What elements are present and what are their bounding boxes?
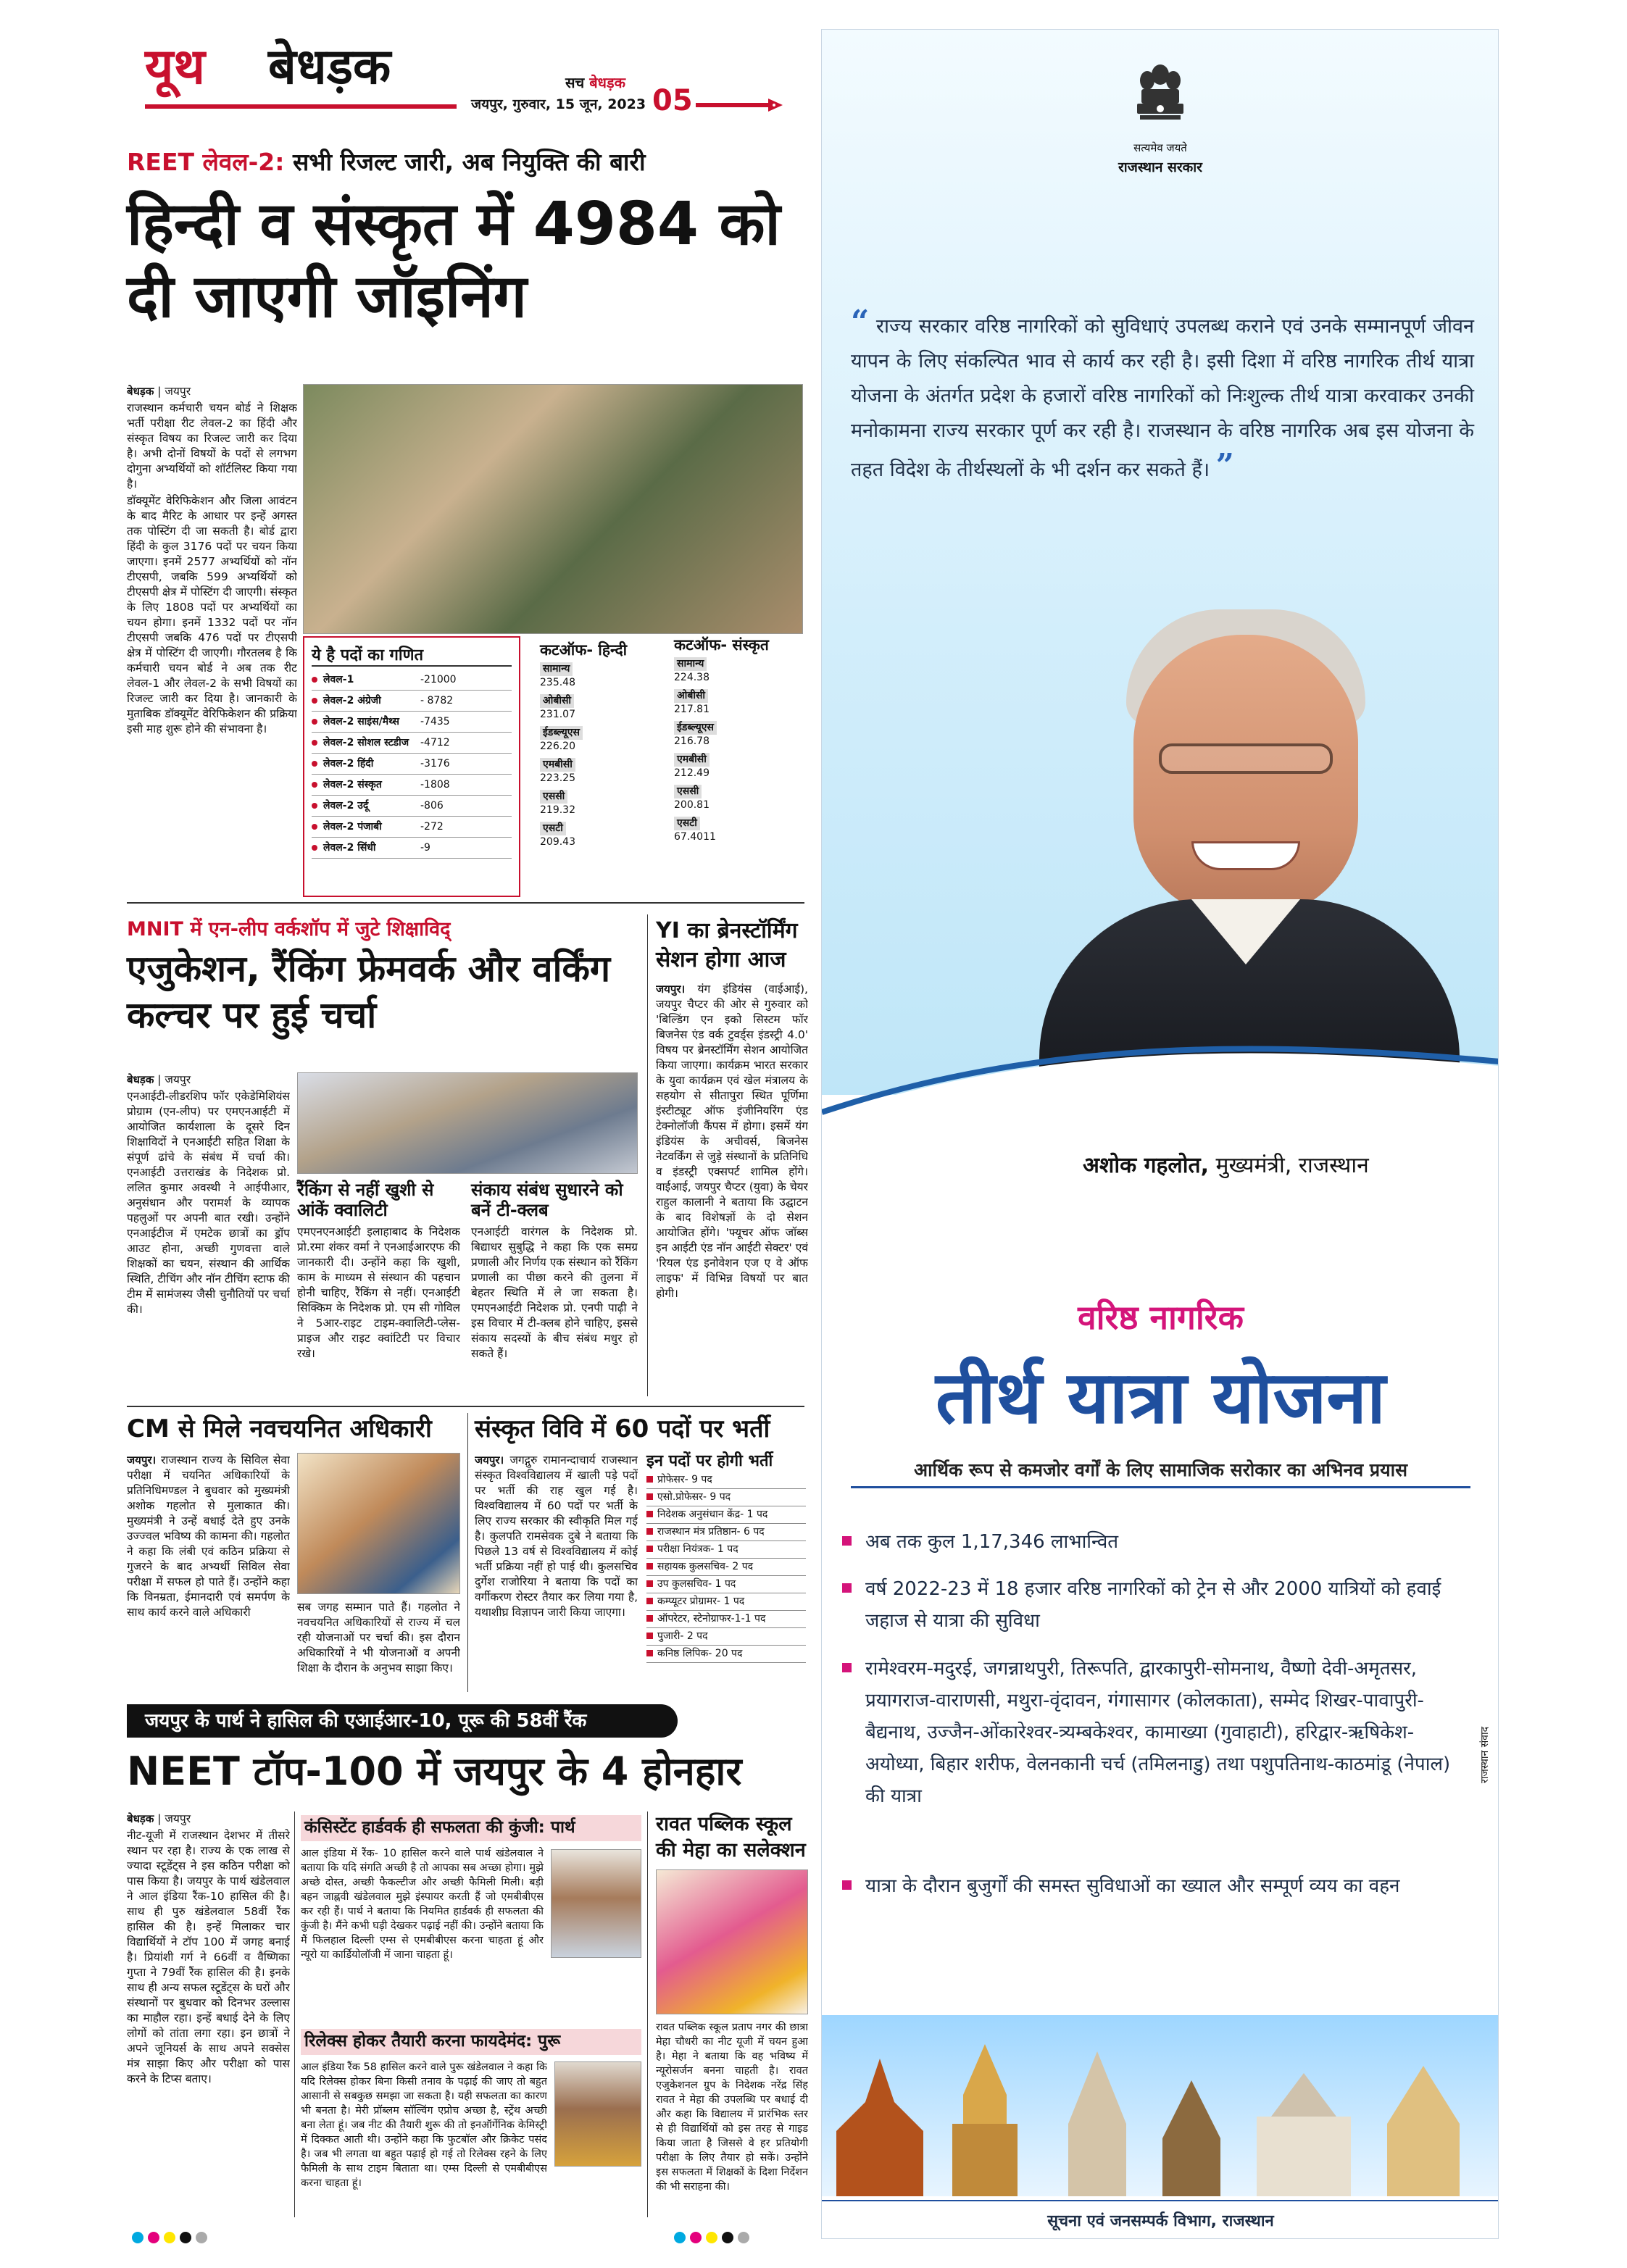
post-value: -806 (420, 800, 444, 812)
cutoff-label: ईडब्ल्यूएस (674, 721, 717, 735)
list-item-text: कम्प्यूटर प्रोग्रामर- 1 पद (657, 1596, 745, 1607)
cutoff-label: एमबीसी (540, 758, 575, 772)
mnit-headline: एजुकेशन, रैंकिंग फ्रेमवर्क और वर्किंग कल्चर पर हुई चर्चा (127, 948, 611, 1036)
post-value: -21000 (420, 674, 457, 685)
cutoff-value: 209.43 (540, 836, 575, 848)
post-name: लेवल-2 उर्दू (323, 800, 369, 812)
yi-body (656, 982, 808, 1398)
government-advertisement (821, 29, 1499, 2239)
cutoff-value: 217.81 (674, 704, 710, 715)
cm-city: जयपुर। (127, 1454, 157, 1467)
cutoff-value: 231.07 (540, 709, 575, 720)
list-item (646, 1559, 806, 1576)
cutoff-value: 219.32 (540, 804, 575, 816)
ashoka-emblem-icon (1131, 59, 1189, 138)
mnit-city: जयपुर (165, 1073, 191, 1086)
table-row (312, 775, 512, 796)
issue-date: जयपुर, गुरुवार, 15 जून, 2023 (471, 96, 646, 112)
yi-city: जयपुर। (656, 983, 686, 996)
post-name: लेवल-2 पंजाबी (323, 821, 382, 833)
neet-kicker: जयपुर के पार्थ ने हासिल की एआईआर-10, पूरू की 58वीं रैंक (145, 1710, 587, 1732)
cm-name-line (1083, 1149, 1369, 1179)
list-item-text: सहायक कुलसचिव- 2 पद (657, 1561, 754, 1572)
mnit-kicker: MNIT में एन-लीप वर्कशॉप में जुटे शिक्षाविद् (127, 918, 451, 941)
neet-puru-body: आल इंडिया रैंक 58 हासिल करने वाले पुरू खंडेलवाल ने कहा कि यदि रिलेक्स होकर बिना किसी तनाव के पढ़ाई की जाए तो बहुत आसानी से सबकुछ समझा जा सकता है। यही सफलता का कारण भी बनता है। मेरी प्रॉब्लम सॉल्विंग एप्रोच अच्छा है, स्ट्रेंथ अच्छी बना लेता हूं। जब नीट की तैयारी शुरू की तो इनऑर्गेनिक केमिस्ट्री में दिक्कत आती थी। उन्होंने कहा कि फुटबॉल और क्रिकेट पसंद है। जब भी लगता था बहुत पढ़ाई हो गई तो रिलेक्स रहने के लिए फैमिली के साथ टाइम बिताता था। एम्स दिल्ली से एमबीबीएस करना चाहता हूं। (301, 2061, 547, 2189)
column-divider (647, 914, 648, 1396)
yi-para: यंग इंडियंस (वाईआई), जयपुर चैप्टर की ओर से गुरुवार को 'बिल्डिंग एन इको सिस्टम फॉर बिजनेस एंड वर्क टुवर्ड्स इंडस्ट्री 4.0' विषय पर ब्रेनस्टॉर्मिंग सेशन आयोजित किया जाएगा। कार्यक्रम भारत सरकार के युवा कार्यक्रम एवं खेल मंत्रालय के सहयोग से सीतापुरा स्थित पूर्णिमा इंस्टीट्यूट ऑफ इंजीनियरिंग एंड टेक्नोलॉजी कैंपस में होगा। इसमें यंग इंडियंस के अचीवर्स, बिजनेस नेटवर्किंग से जुड़े संस्थानों के प्रतिनिधि व इंडस्ट्री एक्सपर्ट शामिल होंगे। वाईआई, जयपुर चैप्टर (युवा) के चेयर राहुल कालानी ने बताया कि उद्घाटन के बाद विशेषज्ञों के दो सेशन आयोजित होंगे। 'फ्यूचर ऑफ जॉब्स इन आईटी एंड नॉन आईटी सेक्टर' एवं 'रियल एंड इनोवेशन एज ए वे ऑफ लाइफ' में विभिन्न विषयों पर बात होगी। (656, 983, 808, 1300)
column-divider (467, 1413, 468, 1692)
reet-para-1: राजस्थान कर्मचारी चयन बोर्ड ने शिक्षक भर्ती परीक्षा रीट लेवल-2 का हिंदी और संस्कृत विषय का रिजल्ट जारी कर दिया है। अभी दोनों विषयों के पदों से लगभग दोगुना अभ्यर्थियों को शॉर्टलिस्ट किया गया है। (127, 401, 297, 491)
reet-dateline: बेधड़क (127, 385, 154, 398)
table-row (312, 754, 512, 775)
reet-city: जयपुर (165, 385, 191, 398)
list-item (646, 1611, 806, 1628)
neet-headline: NEET टॉप-100 में जयपुर के 4 होनहार (127, 1748, 742, 1794)
list-item-text: एसो.प्रोफेसर- 9 पद (657, 1491, 731, 1503)
tagline-sach: सच (565, 74, 585, 91)
posts-box-title: ये है पदों का गणित (312, 643, 512, 667)
masthead-tagline (565, 72, 625, 92)
bullet-text: रामेश्वरम-मदुरई, जगन्नाथपुरी, तिरूपति, द्वारकापुरी-सोमनाथ, वैष्णो देवी-अमृतसर, प्रयागराज-वाराणसी, मथुरा-वृंदावन, गंगासागर (कोलकाता), सम्मेद शिखर-पावापुरी-बैद्यनाथ, उज्जैन-ओंकारेश्वर-त्र्यम्बकेश्वर, कामाख्या (गुवाहाटी), हरिद्वार-ऋषिकेश-अयोध्या, बिहार शरीफ, वेलनकानी चर्च (तमिलनाडु) तथा पशुपतिनाथ-काठमांडू (नेपाल) की यात्रा (865, 1658, 1451, 1807)
sanskrit-body (475, 1453, 638, 1692)
section-divider (127, 1406, 804, 1407)
cm-para: राजस्थान राज्य के सिविल सेवा परीक्षा में चयनित अधिकारियों के प्रतिनिधिमण्डल ने बुधवार को मुख्यमंत्री अशोक गहलोत से मुलाकात की। मुख्यमंत्री ने उन्हें बधाई देते हुए उनके उज्ज्वल भविष्य की कामना की। गहलोत ने कहा कि लंबी एवं कठिन प्रक्रिया से गुजरने के बाद अभ्यर्थी सिविल सेवा परीक्षा में सफल हो पाते हैं। उन्होंने कहा कि विनम्रता, ईमानदारी एवं समर्पण के साथ कार्य करने वाले अधिकारी (127, 1454, 290, 1619)
table-row (312, 712, 512, 733)
cutoff-label: ओबीसी (540, 694, 574, 708)
masthead-underline (145, 104, 457, 109)
list-item (646, 1593, 806, 1611)
cutoff-label: एससी (540, 790, 567, 804)
cutoff-value: 67.4011 (674, 831, 716, 843)
pen-nib-icon (696, 97, 783, 113)
table-row (312, 817, 512, 838)
neet-subhead-meha: रावत पब्लिक स्कूल की मेहा का सलेक्शन (656, 1813, 806, 1861)
cm-name: अशोक गहलोत, (1083, 1153, 1210, 1178)
cutoff-label: एसटी (540, 822, 566, 835)
cutoff-label: सामान्य (540, 662, 573, 676)
cutoff-value: 200.81 (674, 799, 710, 811)
scheme-title-small: वरिष्ठ नागरिक (1078, 1298, 1244, 1337)
mnit-group-photo (297, 1072, 638, 1174)
list-item (646, 1646, 806, 1663)
cm-portrait (1010, 609, 1489, 1095)
list-item (646, 1541, 806, 1559)
list-item (646, 1524, 806, 1541)
posts-table (312, 670, 512, 859)
puru-portrait (554, 2061, 641, 2167)
cutoff-label: सामान्य (674, 657, 707, 671)
list-item (646, 1472, 806, 1489)
list-item-text: प्रोफेसर- 9 पद (657, 1474, 712, 1485)
cutoff-hindi-title: कटऑफ- हिन्दी (540, 641, 628, 659)
rajasthan-government-label: राजस्थान सरकार (1118, 159, 1202, 175)
side-tag: राजस्थान संवाद (1479, 1726, 1491, 1783)
bullet-square-icon (842, 1583, 852, 1593)
list-item (646, 1489, 806, 1506)
print-registration-marks-right (674, 2232, 749, 2243)
table-row (312, 691, 512, 712)
post-name: लेवल-2 हिंदी (323, 758, 374, 770)
brand-name-youth: यूथ (145, 38, 205, 96)
column-divider (294, 1812, 295, 2217)
bullet-square-icon (842, 1663, 852, 1672)
list-item-text: ऑपरेटर, स्टेनोग्राफर-1-1 पद (657, 1613, 766, 1625)
print-registration-marks-left (132, 2232, 207, 2243)
cm-body (127, 1453, 290, 1692)
cutoff-value: 235.48 (540, 677, 575, 688)
neet-meha-body: रावत पब्लिक स्कूल प्रताप नगर की छात्रा मेहा चौधरी का नीट यूजी में चयन हुआ है। मेहा ने बताया कि वह भविष्य में न्यूरोसर्जन बनना चाहती है। रावत एजुकेशनल ग्रुप के निदेशक नरेंद्र सिंह रावत ने मेहा की उपलब्धि पर बधाई दी और कहा कि विद्यालय में प्रारंभिक स्तर से ही विद्यार्थियों को इस तरह से गाइड किया जाता है जिससे वे हर प्रतियोगी परीक्षा के लिए तैयार हो सकें। उन्होंने इस सफलता में शिक्षकों के दिशा निर्देशन की भी सराहना की। (656, 2022, 808, 2193)
table-row (312, 796, 512, 817)
cm-quote (851, 305, 1474, 488)
list-item-text: राजस्थान मंत्र प्रतिष्ठान- 6 पद (657, 1526, 765, 1538)
neet-subhead-parth: कंसिस्टेंट हार्डवर्क ही सफलता की कुंजी: पार्थ (304, 1818, 575, 1837)
reet-body: बेधड़क | जयपुर राजस्थान कर्मचारी चयन बोर्ड ने शिक्षक भर्ती परीक्षा रीट लेवल-2 का हिंदी और संस्कृत विषय का रिजल्ट जारी कर दिया है। अभी दोनों विषयों के पदों से लगभग दोगुना अभ्यर्थियों को शॉर्टलिस्ट किया गया है। डॉक्यूमेंट वेरिफिकेशन और जिला आवंटन के बाद मैरिट के आधार पर इन्हें अगस्त तक पोस्टिंग दी जा सकती है। बोर्ड द्वारा हिंदी के कुल 3176 पदों पर चयन किया जाएगा। इनमें 2577 अभ्यर्थियों को नॉन टीएसपी, जबकि 599 अभ्यर्थियों को टीएसपी क्षेत्र में पोस्टिंग दी जाएगी। संस्कृत के लिए 1808 पदों पर अभ्यर्थियों का चयन होगा। इनमें 1332 पदों पर नॉन टीएसपी जबकि 476 पदों पर टीएसपी क्षेत्र में पोस्टिंग दी जाएगी। गौरतलब है कि कर्मचारी चयन बोर्ड ने अब तक रीट लेवल-1 और लेवल-2 के सभी विषयों का रिजल्ट जारी कर दिया है। जानकारी के मुताबिक डॉक्यूमेंट वेरिफिकेशन की प्रक्रिया इसी माह शुरू होने की संभावना है। (127, 385, 297, 735)
cutoff-sanskrit-title: कटऑफ- संस्कृत (674, 636, 769, 654)
post-name: लेवल-2 अंग्रेजी (323, 695, 381, 706)
page-number: 05 (652, 84, 693, 117)
reet-headline: हिन्दी व संस्कृत में 4984 को दी जाएगी जॉइनिंग (127, 190, 781, 331)
reet-kicker-text: सभी रिजल्ट जारी, अब नियुक्ति की बारी (284, 148, 646, 176)
temple-silhouettes-icon (822, 2015, 1499, 2196)
reet-celebration-photo (303, 384, 803, 634)
cutoff-label: ओबीसी (674, 689, 708, 703)
sanskrit-list-title: इन पदों पर होगी भर्ती (646, 1452, 773, 1470)
cutoff-value: 226.20 (540, 741, 575, 752)
cutoff-value: 216.78 (674, 735, 710, 747)
post-value: -272 (420, 821, 444, 833)
table-row (312, 670, 512, 691)
parth-portrait (551, 1849, 641, 1958)
post-value: - 8782 (420, 695, 454, 706)
scheme-subtitle: आर्थिक रूप से कमजोर वर्गों के लिए सामाजिक सरोकार का अभिनव प्रयास (914, 1459, 1407, 1480)
bullet-text: यात्रा के दौरान बुजुर्गों की समस्त सुविधाओं का ख्याल और सम्पूर्ण व्यय का वहन (865, 1875, 1400, 1897)
scheme-bullet (865, 1573, 1467, 1637)
cm-designation: मुख्यमंत्री, राजस्थान (1209, 1153, 1369, 1178)
neet-subhead-puru: रिलेक्स होकर तैयारी करना फायदेमंद: पुरू (304, 2032, 561, 2051)
list-item-text: परीक्षा नियंत्रक- 1 पद (657, 1543, 738, 1555)
portrait-face (1133, 635, 1358, 917)
mnit-tclub-body: एनआईटी वारंगल के निदेशक प्रो. बिद्याधर सुबुद्धि ने कहा कि एक समग्र प्रणाली और निर्णय एक संस्थान को रैंकिंग प्रणाली का पीछा करने की तुलना में बेहतर स्थिति में ले जा सकता है। एमएनआईटी निदेशक प्रो. एनपी पाढ़ी ने इस विचार में टी-क्लब होने चाहिए, इससे संकाय सदस्यों के बीच संबंध मधुर हो सकते हैं। (471, 1225, 638, 1360)
mnit-subhead-tclub: संकाय संबंध सुधारने को बनें टी-क्लब (471, 1180, 623, 1220)
cutoff-hindi (540, 641, 663, 854)
mnit-body: बेधड़क | जयपुर एनआईटी-लीडरशिप फॉर एकेडेमिशियंस प्रोग्राम (एन-लीप) पर एमएनआईटी में आयोजित कार्यशाला के दूसरे दिन शिक्षाविदों ने एनआईटी सहित शिक्षा के संपूर्ण ढांचे के संबंध में चर्चा की। एनआईटी उत्तराखंड के निदेशक प्रो. ललित कुमार अवस्थी ने आईपीआर, अनुसंधान और परामर्श के व्यापक पहलुओं पर अपनी बात रखी। उन्होंने एनआईटीज में एमटेक छात्रों का ड्रॉप आउट होना, अच्छी गुणवत्ता वाले शिक्षकों का चयन, संस्थान की आर्थिक स्थिति, टीचिंग और नॉन टीचिंग स्टाफ की टीम में सामंजस्य जैसी चुनौतियों पर चर्चा की। (127, 1073, 290, 1316)
post-value: -1808 (420, 779, 450, 791)
list-item-text: उप कुलसचिव- 1 पद (657, 1578, 736, 1590)
mnit-subhead-ranking: रैंकिंग से नहीं खुशी से आंकें क्वालिटी (297, 1180, 434, 1220)
list-item-text: कनिष्ठ लिपिक- 20 पद (657, 1648, 743, 1659)
cutoff-sanskrit (674, 636, 804, 849)
post-name: लेवल-1 (323, 674, 354, 685)
reet-posts-box (303, 636, 520, 897)
column-divider (647, 1812, 648, 2217)
tagline-bedhadak: बेधड़क (589, 74, 625, 91)
sanskrit-posts-list (646, 1451, 806, 1663)
section-divider (127, 902, 804, 904)
scheme-bullet (865, 1526, 1467, 1558)
cutoff-value: 224.38 (674, 672, 710, 683)
list-item (646, 1506, 806, 1524)
neet-body: बेधड़क | जयपुर नीट-यूजी में राजस्थान देशभर में तीसरे स्थान पर रहा है। राज्य के एक लाख से ज्यादा स्टूडेंट्स ने इस कठिन परीक्षा को पास किया है। जयपुर के पार्थ खंडेलवाल ने आल इंडिया रैंक-10 हासिल की है। साथ ही पुरु खंडेलवाल 58वीं रैंक हासिल की है। इन्हें मिलाकर चार विद्यार्थियों ने टॉप 100 में जगह बनाई है। प्रियांशी गर्ग ने 66वीं व वैष्णिका गुप्ता ने 79वीं रैंक हासिल की है। इनके साथ ही अन्य सफल स्टूडेंट्स के घरों और संस्थानों पर बुधवार को दिनभर उल्लास का माहौल रहा। इन्हें बधाई देने के लिए लोगों को तांता लगा रहा। इन छात्रों ने अपने जूनियर्स के साथ अपने सक्सेस मंत्र साझा किए और परीक्षा को पास करने के टिप्स बताए। (127, 1812, 290, 2085)
ad-wave-divider (822, 1037, 1499, 1124)
portrait-smile (1191, 841, 1300, 870)
meha-photo (656, 1869, 808, 2014)
scheme-bullet (865, 1653, 1467, 1812)
post-name: लेवल-2 सोशल स्टडीज (323, 737, 409, 749)
post-name: लेवल-2 संस्कृत (323, 779, 382, 791)
sanskrit-para: जगद्गुरु रामानन्दाचार्य राजस्थान संस्कृत विश्वविद्यालय में खाली पड़े पदों पर भर्ती की राह खुल गई है। विश्वविद्यालय में 60 पदों पर भर्ती के लिए राज्य सरकार की स्वीकृति मिल गई है। कुलपति रामसेवक दुबे ने बताया कि पिछले 13 वर्ष से विश्वविद्यालय में कोई भर्ती प्रक्रिया नहीं हो पाई थी। कुलसचिव दुर्गेश राजोरिया ने बताया कि पदों का वर्गीकरण रोस्टर तैयार कर लिया गया है, यथाशीघ्र विज्ञापन जारी किया जाएगा। (475, 1454, 638, 1619)
table-row (312, 733, 512, 754)
post-value: -7435 (420, 716, 450, 727)
neet-parth-body: आल इंडिया में रैंक- 10 हासिल करने वाले पार्थ खंडेलवाल ने बताया कि यदि संगति अच्छी है तो आपका सब अच्छा होगा। मुझे अच्छे दोस्त, अच्छी फैकल्टीज और अच्छी फैमिली मिली। बड़ी बहन जाह्नवी खंडेलवाल मुझे इंस्पायर करती हैं जो एमबीबीएस कर रही हैं। पार्थ ने बताया कि नियमित हार्डवर्क ही सफलता की कुंजी है। मैंने कभी घड़ी देखकर पढ़ाई नहीं की। उन्होंने बताया कि मैं फिलहाल दिल्ली एम्स से एमबीबीएस करना चाहता हूं और न्यूरो या कार्डियोलॉजी में जाना चाहता हूं। (301, 1848, 544, 1961)
pilgrimage-photo-strip (822, 2015, 1499, 2196)
cutoff-label: एसटी (674, 817, 700, 830)
bullet-text: अब तक कुल 1,17,346 लाभान्वित (865, 1531, 1119, 1553)
cutoff-value: 223.25 (540, 772, 575, 784)
post-name: लेवल-2 साइंस/मैथ्स (323, 716, 399, 727)
cutoff-value: 212.49 (674, 767, 710, 779)
brand-name-bedhadak: बेधड़क (268, 38, 391, 96)
list-item-text: निदेशक अनुसंधान केंद्र- 1 पद (657, 1509, 768, 1520)
reet-kicker (127, 145, 646, 178)
yi-headline: YI का ब्रेनस्टॉर्मिंग सेशन होगा आज (656, 918, 798, 972)
mnit-ranking-body: एमएनएनआईटी इलाहाबाद के निदेशक प्रो.रमा शंकर वर्मा ने एनआईआरएफ की जानकारी दी। उन्होंने कहा कि खुशी, काम के माध्यम से संस्थान की पहचान होनी चाहिए, रैंकिंग से नहीं। एनआईटी सिक्किम के निदेशक प्रो. एम सी गोविल ने 5आर-राइट टाइम-क्वालिटी-प्लेस-प्राइज और राइट क्वांटिटी पर विचार रखे। (297, 1225, 460, 1360)
neet-dateline: बेधड़क (127, 1812, 154, 1825)
list-item-text: पुजारी- 2 पद (657, 1630, 708, 1642)
scheme-title-big: तीर्थ यात्रा योजना (936, 1355, 1386, 1440)
neet-para: नीट-यूजी में राजस्थान देशभर में तीसरे स्थान पर रहा है। राज्य के एक लाख से ज्यादा स्टूडेंट्स ने इस कठिन परीक्षा को पास किया है। जयपुर के पार्थ खंडेलवाल ने आल इंडिया रैंक-10 हासिल की है। साथ ही पुरु खंडेलवाल 58वीं रैंक हासिल की है। इन्हें मिलाकर चार विद्यार्थियों ने टॉप 100 में जगह बनाई है। प्रियांशी गर्ग ने 66वीं व वैष्णिका गुप्ता ने 79वीं रैंक हासिल की है। इनके साथ ही अन्य सफल स्टूडेंट्स के घरों और संस्थानों पर बुधवार को दिनभर उल्लास का माहौल रहा। इन्हें बधाई देने के लिए लोगों को तांता लगा रहा। इन छात्रों ने अपने जूनियर्स के साथ अपने सक्सेस मंत्र साझा किए और परीक्षा को पास करने के टिप्स बताए। (127, 1829, 290, 2085)
scheme-subtitle-rule (851, 1486, 1470, 1488)
post-value: -9 (420, 842, 430, 854)
portrait-glasses (1159, 743, 1333, 774)
cm-headline: CM से मिले नवचयनित अधिकारी (127, 1414, 432, 1443)
post-value: -3176 (420, 758, 450, 770)
mnit-para: एनआईटी-लीडरशिप फॉर एकेडेमिशियंस प्रोग्राम (एन-लीप) पर एमएनआईटी में आयोजित कार्यशाला के दूसरे दिन शिक्षाविदों ने एनआईटी सहित शिक्षा के संपूर्ण ढांचे के संबंध में चर्चा की। एनआईटी उत्तराखंड के निदेशक प्रो. ललित कुमार अवस्थी ने आईपीआर, अनुसंधान और परामर्श के व्यापक पहलुओं पर अपनी बात रखी। उन्होंने एनआईटीज में एमटेक छात्रों का ड्रॉप आउट होना, अच्छी गुणवत्ता वाले शिक्षकों का चयन, संस्थान की आर्थिक स्थिति, टीचिंग और नॉन टीचिंग स्टाफ की टीम में सामंजस्य जैसी चुनौतियों पर चर्चा की। (127, 1090, 290, 1316)
scheme-bullet (865, 1870, 1467, 1902)
sanskrit-city: जयपुर। (475, 1454, 504, 1467)
cutoff-label: एमबीसी (674, 753, 710, 767)
emblem-motto: सत्यमेव जयते (1133, 141, 1187, 154)
cutoff-label: एससी (674, 785, 702, 799)
ad-footer-rule (822, 2200, 1499, 2201)
close-quote-icon: ” (1215, 447, 1234, 484)
post-name: लेवल-2 सिंधी (323, 842, 376, 854)
reet-kicker-label: REET लेवल-2: (127, 148, 285, 176)
bullet-square-icon (842, 1536, 852, 1546)
list-item (646, 1576, 806, 1593)
cutoff-label: ईडब्ल्यूएस (540, 726, 583, 740)
mnit-dateline: बेधड़क (127, 1073, 154, 1086)
post-value: -4712 (420, 737, 450, 749)
bullet-text: वर्ष 2022-23 में 18 हजार वरिष्ठ नागरिकों को ट्रेन से और 2000 यात्रियों को हवाई जहाज से यात्रा की सुविधा (865, 1578, 1441, 1632)
neet-city: जयपुर (165, 1812, 191, 1825)
cm-quote-text: राज्य सरकार वरिष्ठ नागरिकों को सुविधाएं उपलब्ध कराने एवं उनके सम्मानपूर्ण जीवन यापन के लिए संकल्पित भाव से कार्य कर रही है। इसी दिशा में वरिष्ठ नागरिक तीर्थ यात्रा योजना के अंतर्गत प्रदेश के हजारों वरिष्ठ नागरिकों को निःशुल्क तीर्थ यात्रा करवाकर उनकी मनोकामना राज्य सरकार पूर्ण कर रही है। राजस्थान के वरिष्ठ नागरिक अब इस योजना के तहत विदेश के तीर्थस्थलों के भी दर्शन कर सकते हैं। (851, 315, 1474, 481)
sanskrit-headline: संस्कृत विवि में 60 पदों पर भर्ती (475, 1414, 770, 1443)
bullet-square-icon (842, 1880, 852, 1890)
ad-footer: सूचना एवं जनसम्पर्क विभाग, राजस्थान (1047, 2212, 1274, 2230)
cm-meeting-photo (297, 1453, 460, 1594)
open-quote-icon: “ (851, 304, 870, 341)
list-item (646, 1628, 806, 1646)
table-row (312, 838, 512, 859)
cm-body-continued: सब जगह सम्मान पाते हैं। गहलोत ने नवचयनित अधिकारियों से राज्य में चल रही योजनाओं पर चर्चा की। इस दौरान अधिकारियों ने भी योजनाओं व अपनी शिक्षा के दौरान के अनुभव साझा किए। (297, 1601, 460, 1675)
reet-para-2: डॉक्यूमेंट वेरिफिकेशन और जिला आवंटन के बाद मैरिट के आधार पर इन्हें अगस्त तक पोस्टिंग दी जा सकती है। बोर्ड द्वारा हिंदी के कुल 3176 पदों पर चयन किया जाएगा। इनमें 2577 अभ्यर्थियों को नॉन टीएसपी, जबकि 599 अभ्यर्थियों को टीएसपी क्षेत्र में पोस्टिंग दी जाएगी। संस्कृत के लिए 1808 पदों पर अभ्यर्थियों का चयन होगा। इनमें 1332 पदों पर नॉन टीएसपी जबकि 476 पदों पर टीएसपी क्षेत्र में पोस्टिंग दी जाएगी। गौरतलब है कि कर्मचारी चयन बोर्ड ने अब तक रीट लेवल-1 और लेवल-2 के सभी विषयों का रिजल्ट जारी कर दिया है। जानकारी के मुताबिक डॉक्यूमेंट वेरिफिकेशन की प्रक्रिया इसी माह शुरू होने की संभावना है। (127, 494, 297, 735)
masthead (145, 36, 783, 120)
